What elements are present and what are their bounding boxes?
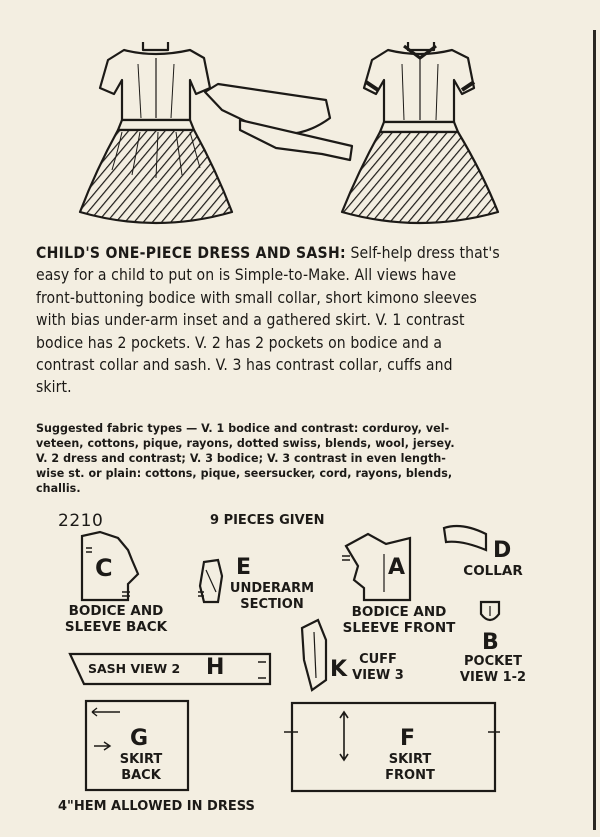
dress-illustration-back — [80, 42, 232, 223]
description-line: contrast collar and sash. V. 3 has contrast collar, cuffs and — [36, 356, 453, 375]
piece-f-line2: FRONT — [385, 768, 435, 783]
piece-a-line2: SLEEVE FRONT — [342, 620, 456, 636]
piece-b-shape — [481, 602, 499, 620]
hem-note: 4"HEM ALLOWED IN DRESS — [58, 799, 255, 814]
piece-k-shape — [302, 620, 326, 690]
piece-b-line2: VIEW 1-2 — [459, 670, 527, 685]
piece-k-letter: K — [330, 657, 348, 682]
piece-k-line1: CUFF — [359, 652, 397, 667]
piece-k-line2: VIEW 3 — [352, 668, 404, 683]
piece-b-letter: B — [482, 630, 499, 655]
piece-b-label — [452, 654, 534, 686]
piece-c-line1: BODICE AND — [68, 603, 164, 619]
pattern-number: 2210 — [58, 511, 104, 531]
fabric-line: challis. — [36, 482, 81, 496]
piece-c-label — [58, 603, 174, 635]
sash-illustration — [205, 84, 352, 160]
dress-illustration-front — [342, 42, 498, 223]
piece-c-letter: C — [95, 554, 113, 582]
piece-e-line1: UNDERARM — [229, 581, 315, 596]
piece-g-line1: SKIRT — [119, 752, 163, 767]
pieces-given: 9 PIECES GIVEN — [210, 513, 325, 528]
description-line: Self-help dress that's — [350, 244, 500, 262]
piece-f-letter: F — [400, 726, 416, 751]
description-line: bodice has 2 pockets. V. 2 has 2 pockets on bodice and a — [36, 333, 443, 352]
piece-a-letter: A — [388, 555, 406, 580]
piece-e-label — [222, 581, 322, 613]
piece-g-letter: G — [130, 726, 149, 751]
description-text — [36, 242, 536, 399]
piece-e-line2: SECTION — [240, 597, 304, 612]
piece-f-label — [370, 752, 450, 784]
fabric-line: wise st. or plain: cottons, pique, seersucker, cord, rayons, blends, — [36, 467, 453, 481]
description-line: skirt. — [36, 378, 72, 397]
description-line: front-buttoning bodice with small collar, short kimono sleeves — [36, 288, 477, 307]
fabric-line: V. 2 dress and contrast; V. 3 bodice; V. 3 contrast in even length- — [36, 452, 446, 466]
piece-g-label — [106, 752, 176, 784]
piece-d-letter: D — [493, 538, 512, 563]
description-line: easy for a child to put on is Simple-to-Make. All views have — [36, 266, 457, 285]
piece-g-line2: BACK — [121, 768, 161, 783]
piece-c-line2: SLEEVE BACK — [64, 619, 168, 635]
description-heading: CHILD'S ONE-PIECE DRESS AND SASH: — [36, 244, 346, 262]
piece-h-label: SASH VIEW 2 — [88, 661, 181, 676]
piece-a-line1: BODICE AND — [351, 604, 447, 620]
piece-k-label — [348, 652, 408, 684]
piece-e-shape — [198, 560, 222, 602]
piece-b-line1: POCKET — [464, 654, 522, 669]
piece-d-label: COLLAR — [463, 563, 523, 579]
fabric-heading: Suggested fabric types — [36, 422, 183, 435]
piece-e-letter: E — [236, 555, 252, 580]
description-line: with bias under-arm inset and a gathered skirt. V. 1 contrast — [36, 311, 465, 330]
piece-d-shape — [444, 526, 486, 550]
piece-a-label — [338, 604, 460, 636]
piece-h-letter: H — [206, 655, 225, 680]
fabric-line: veteen, cottons, pique, rayons, dotted swiss, blends, wool, jersey. — [36, 437, 455, 451]
fabric-line: — V. 1 bodice and contrast: corduroy, vel- — [182, 422, 450, 435]
piece-f-line1: SKIRT — [388, 752, 432, 767]
fabric-text — [36, 421, 536, 496]
